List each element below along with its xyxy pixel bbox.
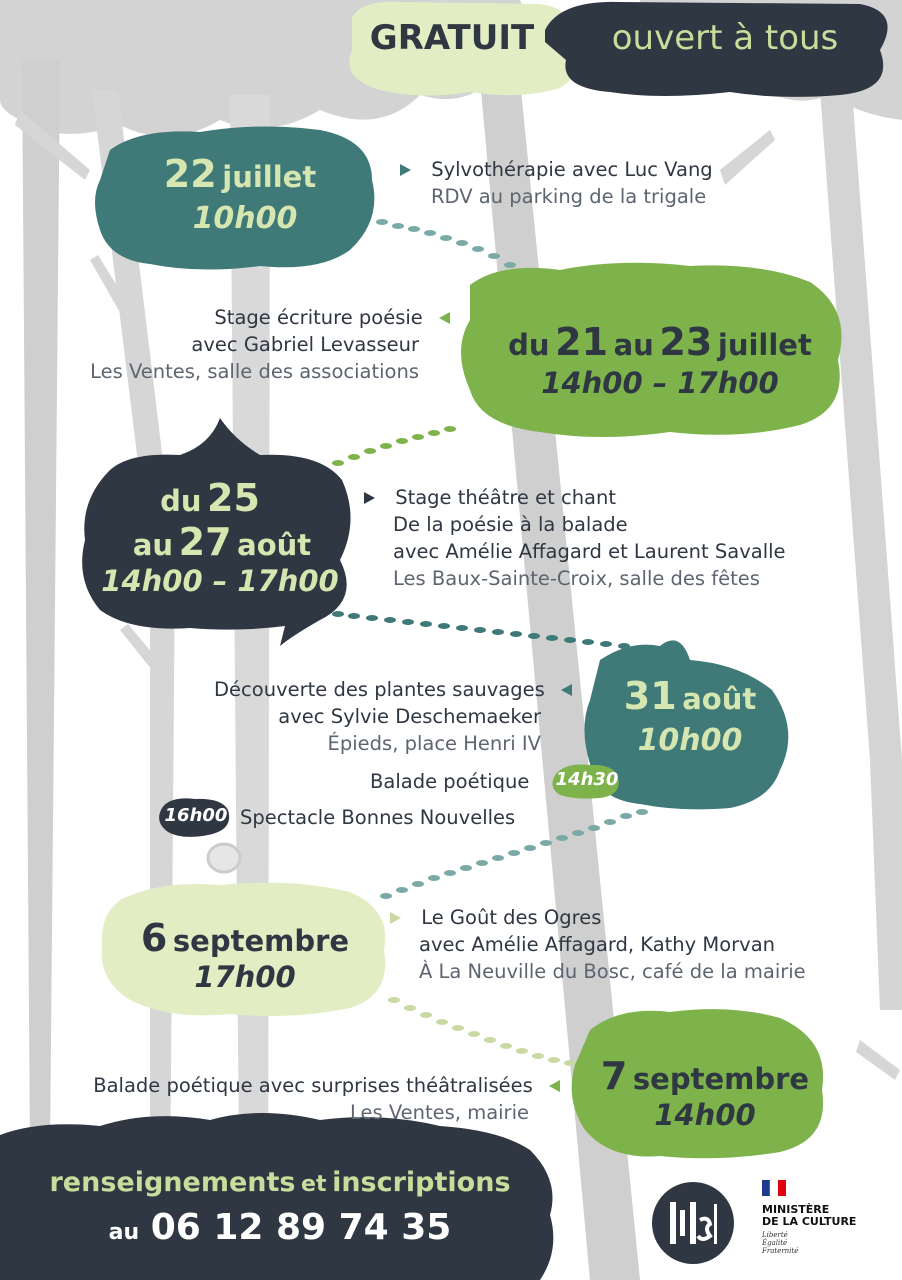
event-4-day: 31 [623,674,677,718]
event-2-day-end: 23 [659,320,713,364]
event-3-day-end: 27 [178,520,232,564]
footer-inscriptions: inscriptions [332,1167,511,1198]
event-3-day-start: 25 [207,476,260,520]
event-2-title-line1: Stage écriture poésie [214,306,423,329]
event-2-month: juillet [717,328,812,362]
event-1-info [400,156,830,210]
ministry-line1: MINISTÈRE [762,1203,830,1216]
arrow-left-icon [561,684,572,696]
footer-au: au [108,1220,140,1245]
tes-en-scene-logo [650,1180,736,1266]
event-5-date [100,918,390,960]
event-4-date [590,676,790,718]
event-3-time: 14h00 – 17h00 [101,564,339,598]
event-3-au: au [132,528,174,562]
arrow-right-icon [400,164,411,176]
event-6-date [580,1056,830,1098]
arrow-right-icon [364,492,375,504]
event-1-date [100,154,380,196]
arrow-left-icon [439,312,450,324]
event-1-time: 10h00 [192,201,298,236]
event-4-title-line2: avec Sylvie Deschemaeker [278,705,541,728]
event-3-title-line1: Stage théâtre et chant [395,486,617,509]
event-6-month: septembre [632,1062,810,1096]
event-5-info [390,904,870,985]
event-3-date-line2 [82,522,362,564]
event-1-title: Sylvothérapie avec Luc Vang [431,158,713,181]
event-5-month: septembre [172,924,350,958]
event-3-place: Les Baux-Sainte-Croix, salle des fêtes [393,567,760,590]
event-4-sub2-time: 16h00 [164,805,228,826]
event-4-sub2-label: Spectacle Bonnes Nouvelles [240,806,516,829]
marianne-flag-icon [762,1180,786,1196]
event-3-title-line2: De la poésie à la balade [393,513,628,536]
event-1-place: RDV au parking de la trigale [431,185,707,208]
ministry-line2: DE LA CULTURE [762,1215,857,1228]
event-3-month: août [237,528,312,562]
event-5-place: À La Neuville du Bosc, café de la mairie [419,960,806,983]
event-3-du: du [160,484,202,518]
event-2-day-start: 21 [555,320,609,364]
event-3-date-line1 [80,478,340,520]
event-2-info [40,304,450,385]
event-5-title-line1: Le Goût des Ogres [421,906,602,929]
event-2-place: Les Ventes, salle des associations [90,360,419,383]
event-6-place: Les Ventes, mairie [349,1101,529,1124]
event-5-time: 17h00 [194,960,296,994]
event-4-place: Épieds, place Henri IV [327,732,541,755]
phone-number[interactable]: 06 12 89 74 35 [150,1207,452,1248]
open-to-all-label: ouvert à tous [611,18,839,58]
tes-logo-icon [650,1180,736,1266]
event-2-au: au [613,328,654,362]
event-2-date [480,322,840,364]
footer-info [30,1168,530,1198]
ministry-motto1: Liberté [762,1231,788,1239]
event-6-day: 7 [600,1054,628,1098]
event-4-sub1-label: Balade poétique [370,770,530,793]
footer-renseignements: renseignements [49,1167,296,1198]
event-2-time: 14h00 – 17h00 [541,366,779,400]
event-4-month: août [682,682,757,716]
event-4-sub1-time: 14h30 [555,769,619,790]
event-2-title-line2: avec Gabriel Levasseur [191,333,419,356]
event-1-day: 22 [163,152,217,196]
event-1-month: juillet [222,160,317,194]
event-6-info [40,1072,560,1126]
event-4-time: 10h00 [637,723,743,758]
event-5-day: 6 [140,916,168,960]
event-4-title-line1: Découverte des plantes sauvages [214,678,545,701]
footer-phone [30,1208,530,1248]
ministry-motto3: Fraternité [762,1247,799,1255]
arrow-right-icon [390,912,401,924]
ministry-motto2: Égalité [762,1239,788,1247]
ministry-logo [762,1180,872,1270]
event-2-du: du [508,328,550,362]
event-5-title-line2: avec Amélie Affagard, Kathy Morvan [419,933,776,956]
event-6-time: 14h00 [654,1098,756,1132]
footer-et: et [301,1172,327,1197]
arrow-left-icon [549,1080,560,1092]
free-label: GRATUIT [369,18,535,58]
event-3-title-line3: avec Amélie Affagard et Laurent Savalle [393,540,786,563]
event-6-title: Balade poétique avec surprises théâtralisées [93,1074,533,1097]
event-4-info [120,676,572,757]
event-3-info [364,484,834,592]
